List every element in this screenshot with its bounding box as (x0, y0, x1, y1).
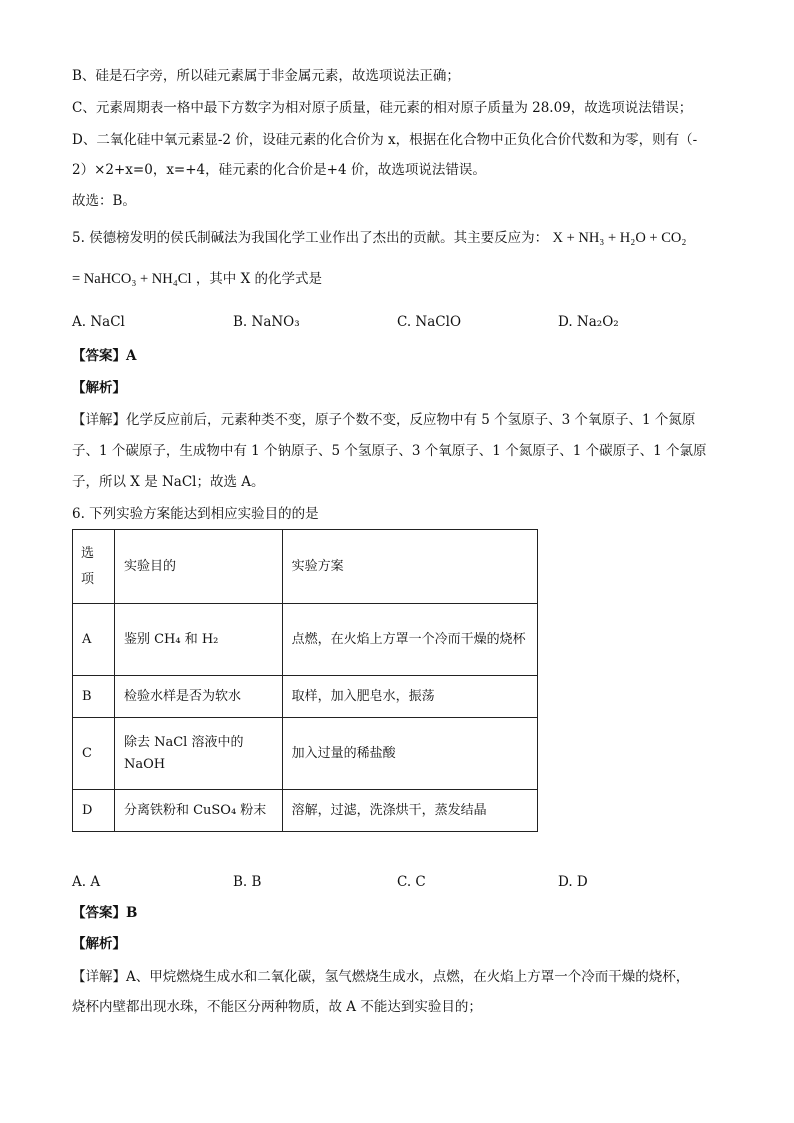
table-row (73, 676, 538, 718)
q5-option-b: B. NaNO₃ (233, 314, 300, 330)
table-cell: 鉴别 CH₄ 和 H₂ (114, 604, 282, 676)
q6-option-b: B. B (233, 874, 262, 890)
table-cell: 溶解，过滤，洗涤烘干，蒸发结晶 (282, 790, 537, 832)
table-row (73, 718, 538, 790)
table-cell: D (73, 790, 115, 832)
q5-stem-2 (72, 269, 322, 289)
q6-detail1: 【详解】A、甲烷燃烧生成水和二氧化碳，氢气燃烧生成水，点燃，在火焰上方罩一个冷而干燥的烧杯， (72, 969, 690, 985)
q6-analysis: 【解析】 (72, 936, 126, 952)
q5-equation-part1: X + NH₃ + H₂O + CO₂ (552, 230, 687, 246)
q5-detail1: 【详解】化学反应前后，元素种类不变，原子个数不变，反应物中有 5 个氢原子、3 个氧原子、1 个氮原 (72, 412, 696, 428)
table-cell: A (73, 604, 115, 676)
table-cell: 除去 NaCl 溶液中的 NaOH (114, 718, 282, 790)
q5-option-a: A. NaCl (72, 314, 125, 330)
table-row (73, 604, 538, 676)
experiment-table (72, 529, 538, 832)
q6-answer: 【答案】B (72, 905, 138, 921)
table-header-row (73, 530, 538, 604)
table-cell: 加入过量的稀盐酸 (282, 718, 537, 790)
q5-text1: 5. 侯德榜发明的侯氏制碱法为我国化学工业作出了杰出的贡献。其主要反应为： (72, 230, 549, 246)
line-d1: D、二氧化硅中氧元素显-2 价，设硅元素的化合价为 x，根据在化合物中正负化合价代数和为零，则有（- (72, 132, 698, 148)
table-header-cell: 实验目的 (114, 530, 282, 604)
table-cell: 点燃，在火焰上方罩一个冷而干燥的烧杯 (282, 604, 537, 676)
line-d2: 2）×2+x=0，x=+4，硅元素的化合价是+4 价，故选项说法错误。 (72, 162, 486, 178)
line-choose4: 故选：B。 (72, 193, 136, 209)
table-cell: 取样，加入肥皂水，振荡 (282, 676, 537, 718)
q5-detail2: 子、1 个碳原子，生成物中有 1 个钠原子、5 个氢原子、3 个氧原子、1 个氮原子、1 个碳原子、1 个氯原 (72, 443, 707, 459)
table-header-cell: 实验方案 (282, 530, 537, 604)
q6-title: 6. 下列实验方案能达到相应实验目的的是 (72, 506, 319, 522)
q6-option-d: D. D (558, 874, 588, 890)
table-cell: 分离铁粉和 CuSO₄ 粉末 (114, 790, 282, 832)
line-c: C、元素周期表一格中最下方数字为相对原子质量，硅元素的相对原子质量为 28.09，故选项说法错误； (72, 100, 693, 116)
q5-stem (72, 228, 686, 248)
q5-answer: 【答案】A (72, 348, 137, 364)
q5-option-d: D. Na₂O₂ (558, 314, 619, 330)
q5-option-c: C. NaClO (397, 314, 462, 330)
q6-option-a: A. A (72, 874, 101, 890)
q6-detail2: 烧杯内壁都出现水珠，不能区分两种物质，故 A 不能达到实验目的； (72, 999, 482, 1015)
table-cell: B (73, 676, 115, 718)
table-row (73, 790, 538, 832)
table-header-cell: 选项 (73, 530, 115, 604)
line-b: B、硅是石字旁，所以硅元素属于非金属元素，故选项说法正确； (72, 68, 460, 84)
q5-equation-part2: = NaHCO₃ + NH₄Cl (72, 271, 192, 287)
table-cell: 检验水样是否为软水 (114, 676, 282, 718)
q5-detail3: 子，所以 X 是 NaCl；故选 A。 (72, 474, 265, 490)
q5-analysis: 【解析】 (72, 380, 126, 396)
q5-text2: ，其中 X 的化学式是 (195, 271, 323, 287)
table-cell: C (73, 718, 115, 790)
q6-option-c: C. C (397, 874, 426, 890)
